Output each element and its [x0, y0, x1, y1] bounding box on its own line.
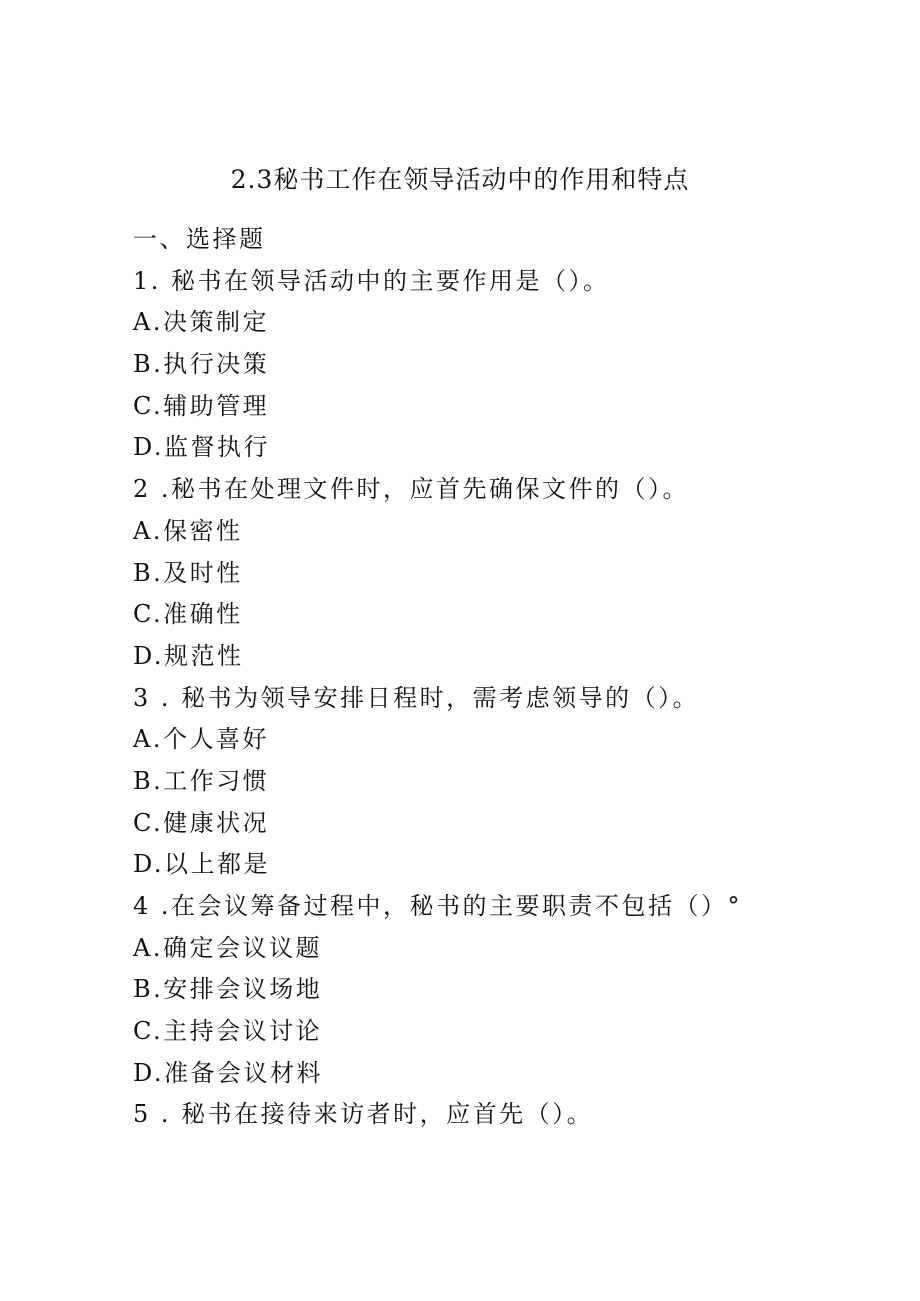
option-a: A.确定会议议题 — [133, 933, 322, 962]
option-b: B.执行决策 — [133, 350, 270, 379]
page-title: 2.3秘书工作在领导活动中的作用和特点 — [230, 165, 690, 194]
question-1 — [133, 261, 893, 469]
option-list — [133, 719, 893, 886]
question-stem: 4 .在会议筹备过程中，秘书的主要职责不包括（）° — [133, 892, 743, 920]
question-2 — [133, 469, 893, 677]
option-a: A.保密性 — [133, 516, 243, 545]
option-c: C.健康状况 — [133, 808, 270, 837]
question-4 — [133, 886, 893, 1094]
option-b: B.安排会议场地 — [133, 975, 323, 1004]
option-list — [133, 302, 893, 469]
question-stem: 3 . 秘书为领导安排日程时，需考虑领导的（）。 — [133, 683, 700, 712]
option-a: A.决策制定 — [133, 308, 269, 337]
option-list — [133, 928, 893, 1095]
question-3 — [133, 678, 893, 886]
option-b: B.工作习惯 — [133, 766, 270, 795]
option-d: D.规范性 — [133, 641, 244, 670]
question-5 — [133, 1094, 893, 1136]
option-d: D.监督执行 — [133, 433, 271, 462]
question-stem: 1. 秘书在领导活动中的主要作用是（）。 — [133, 266, 610, 295]
option-c: C.准确性 — [133, 600, 243, 629]
question-stem: 2 .秘书在处理文件时，应首先确保文件的（）。 — [133, 475, 690, 504]
question-stem: 5 . 秘书在接待来访者时，应首先（）。 — [133, 1100, 594, 1129]
option-d: D.以上都是 — [133, 850, 271, 879]
option-b: B.及时性 — [133, 558, 243, 587]
question-list — [133, 219, 893, 1136]
option-a: A.个人喜好 — [133, 725, 269, 754]
option-c: C.辅助管理 — [133, 391, 270, 420]
option-list — [133, 511, 893, 678]
option-d: D.准备会议材料 — [133, 1058, 324, 1087]
section-heading: 一、选择题 — [133, 225, 266, 253]
option-c: C.主持会议讨论 — [133, 1017, 323, 1046]
